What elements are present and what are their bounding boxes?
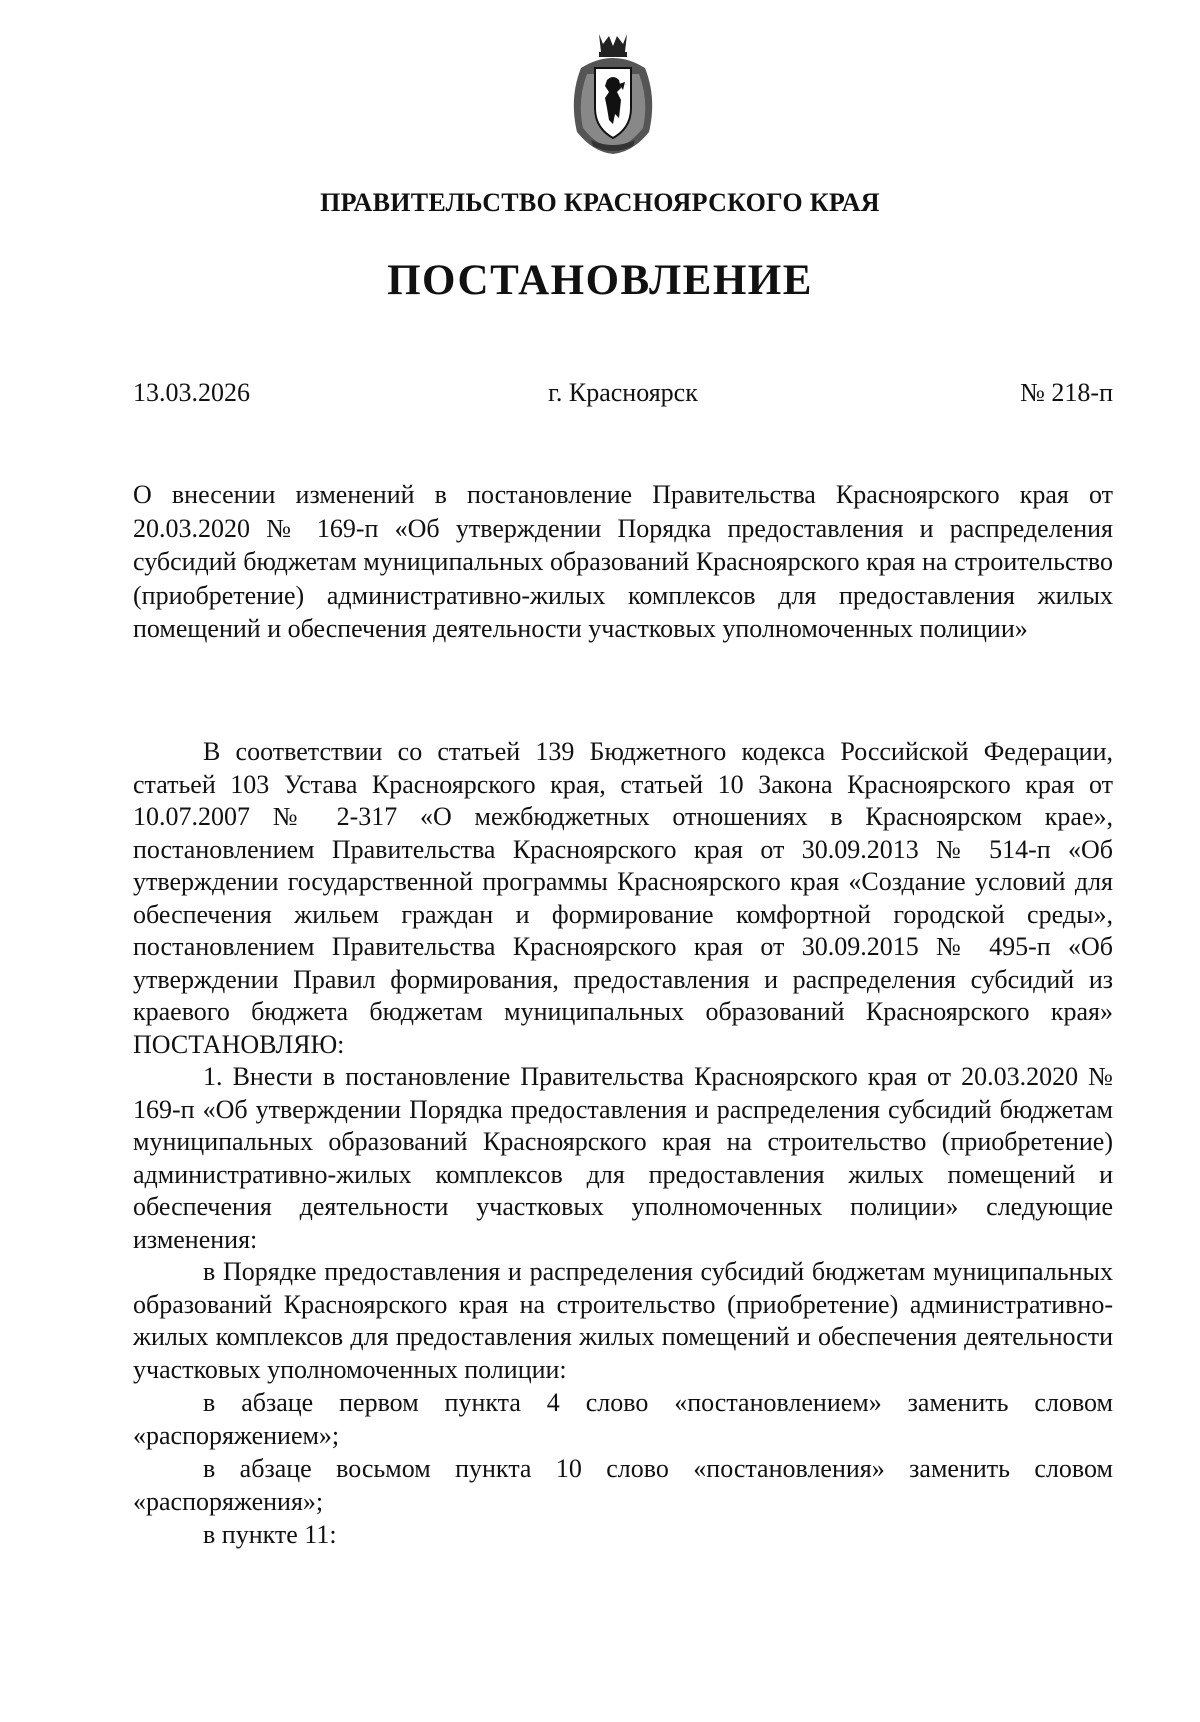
document-body [133,736,1113,1552]
change-1-paragraph: в абзаце первом пункта 4 слово «постановлением» заменить словом «распоряжением»; [133,1388,1113,1450]
document-meta [133,378,1113,412]
organization-title: ПРАВИТЕЛЬСТВО КРАСНОЯРСКОГО КРАЯ [320,188,880,217]
document-city: г. Красноярск [548,378,698,407]
coat-of-arms-icon [563,28,663,156]
document-type-title: ПОСТАНОВЛЕНИЕ [387,257,813,304]
change-3-paragraph: в пункте 11: [203,1520,337,1549]
document-subject: О внесении изменений в постановление Правительства Красноярского края от 20.03.2020 № 169-п «Об утверждении Порядка предоставления и распределения субсидий бюджетам муниципальных образований Красноярского края на строительство (приобретение) административно-жилых комплексов для предоставления жилых помещений и обеспечения деятельности участковых уполномоченных полиции» [133,480,1113,643]
document-number: № 218-п [1020,378,1113,407]
item-1-paragraph: 1. Внести в постановление Правительства Красноярского края от 20.03.2020 № 169-п «Об утверждении Порядка предоставления и распределения субсидий бюджетам муниципальных образований Красноярского края на строительство (приобретение) административно-жилых комплексов для предоставления жилых помещений и обеспечения деятельности участковых уполномоченных полиции» следующие изменения: [133,1062,1113,1254]
document-date: 13.03.2026 [133,378,250,407]
preamble-paragraph: В соответствии со статьей 139 Бюджетного кодекса Российской Федерации, статьей 103 Устава Красноярского края, статьей 10 Закона Красноярского края от 10.07.2007 № 2-317 «О межбюджетных отношениях в Красноярском крае», постановлением Правительства Красноярского края от 30.09.2013 № 514-п «Об утверждении государственной программы Красноярского края «Создание условий для обеспечения жильем граждан и формирование комфортной городской среды», постановлением Правительства Красноярского края от 30.09.2015 № 495-п «Об утверждении Правил формирования, предоставления и распределения субсидий из краевого бюджета бюджетам муниципальных образований Красноярского края» ПОСТАНОВЛЯЮ: [133,737,1113,1059]
change-2-paragraph: в абзаце восьмом пункта 10 слово «постановления» заменить словом «распоряжения»; [133,1454,1113,1516]
item-1-intro-paragraph: в Порядке предоставления и распределения субсидий бюджетам муниципальных образований Красноярского края на строительство (приобретение) административно-жилых комплексов для предоставления жилых помещений и обеспечения деятельности участковых уполномоченных полиции: [133,1257,1113,1384]
